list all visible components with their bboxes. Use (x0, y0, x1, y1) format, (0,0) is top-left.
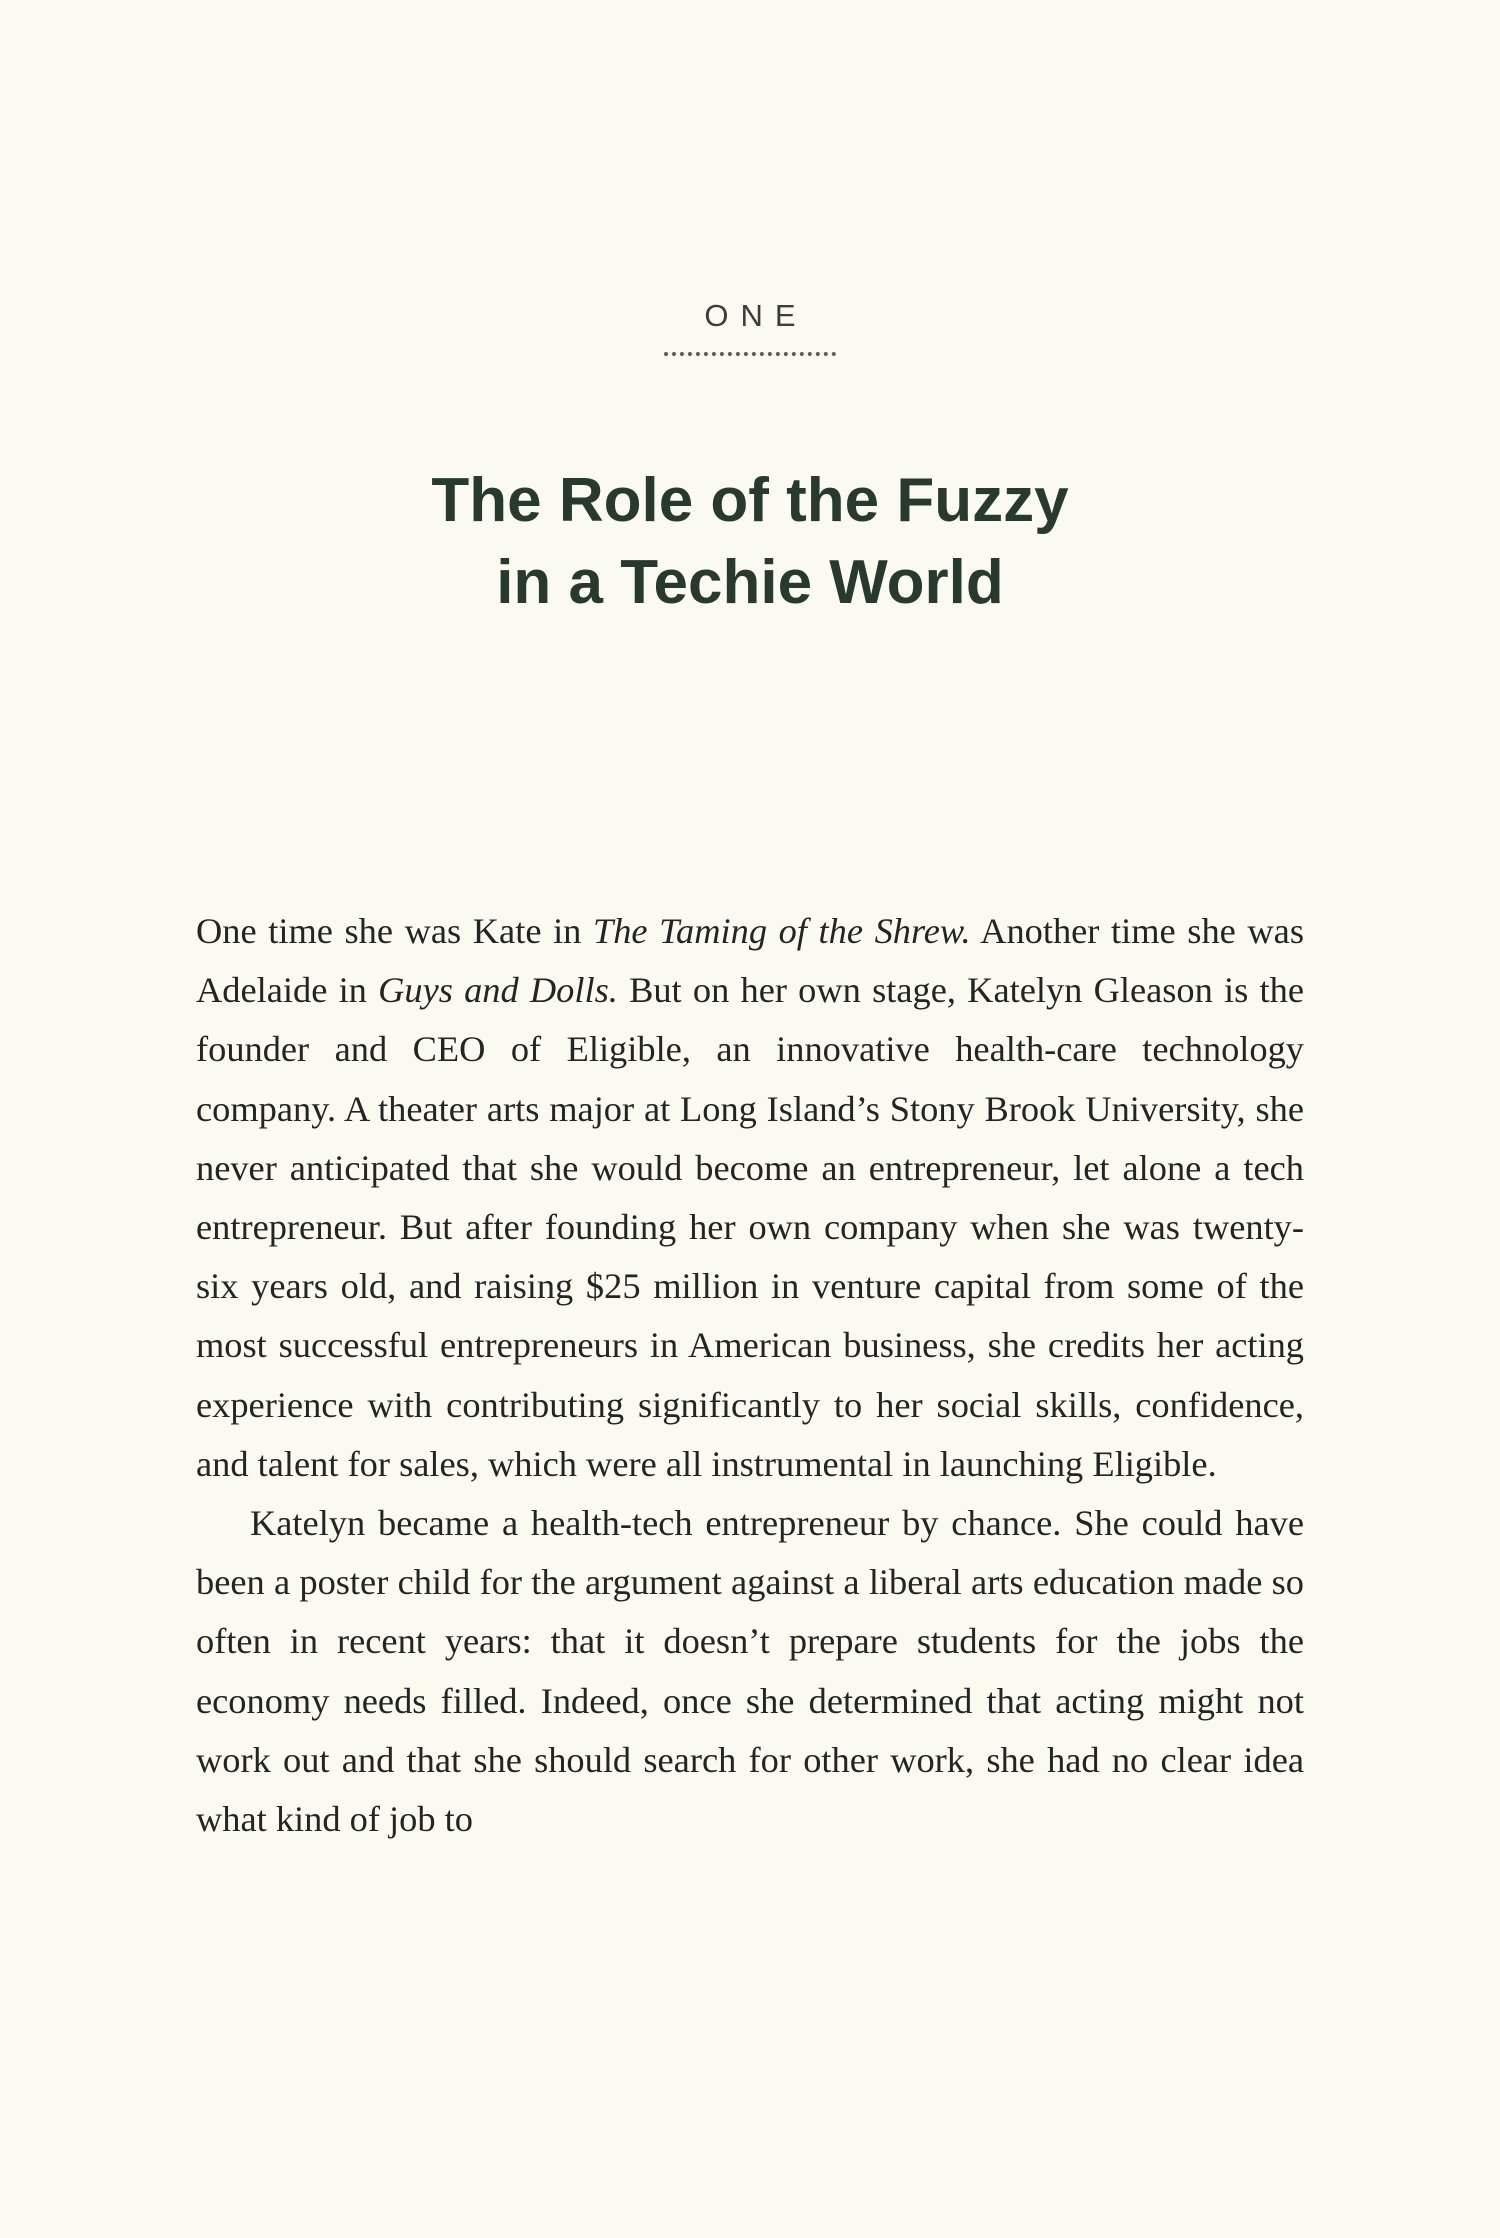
chapter-number: ONE (704, 298, 808, 333)
play-title-taming-of-the-shrew: The Taming of the Shrew. (592, 911, 971, 951)
paragraph-1-text: One time she was Kate in (196, 911, 593, 951)
play-title-guys-and-dolls: Guys and Dolls. (378, 970, 618, 1011)
chapter-title-line-2: in a Techie World (496, 548, 1004, 617)
paragraph-1-text: But on her own stage, Katelyn Gleason is the founder and CEO of Eligible, an innovative health-care technology company. A theater arts major at Long Island’s Stony Brook University, she never anticipated that she would become an entrepreneur, let alone a tech entrepreneur. But after founding her own company when she was twenty-six years old, and raising $25 million in venture capital from some of the most successful entrepreneurs in American business, she credits her acting experience with contributing significantly to her social skills, confidence, and talent for sales, which were all instrumental in launching Eligible. (196, 970, 1304, 1484)
paragraph-1 (196, 902, 1304, 1494)
chapter-title (0, 460, 1500, 624)
chapter-title-line-1: The Role of the Fuzzy (431, 466, 1069, 535)
chapter-dotted-rule (664, 352, 836, 356)
body-text (196, 902, 1304, 1849)
paragraph-1-text: Another time she was Adelaide in (196, 911, 1304, 1011)
paragraph-2: Katelyn became a health-tech entrepreneur by chance. She could have been a poster child for the argument against a liberal arts education made so often in recent years: that it doesn’t prepare students for the jobs the economy needs filled. Indeed, once she determined that acting might not work out and that she should search for other work, she had no clear idea what kind of job to (196, 1503, 1304, 1840)
